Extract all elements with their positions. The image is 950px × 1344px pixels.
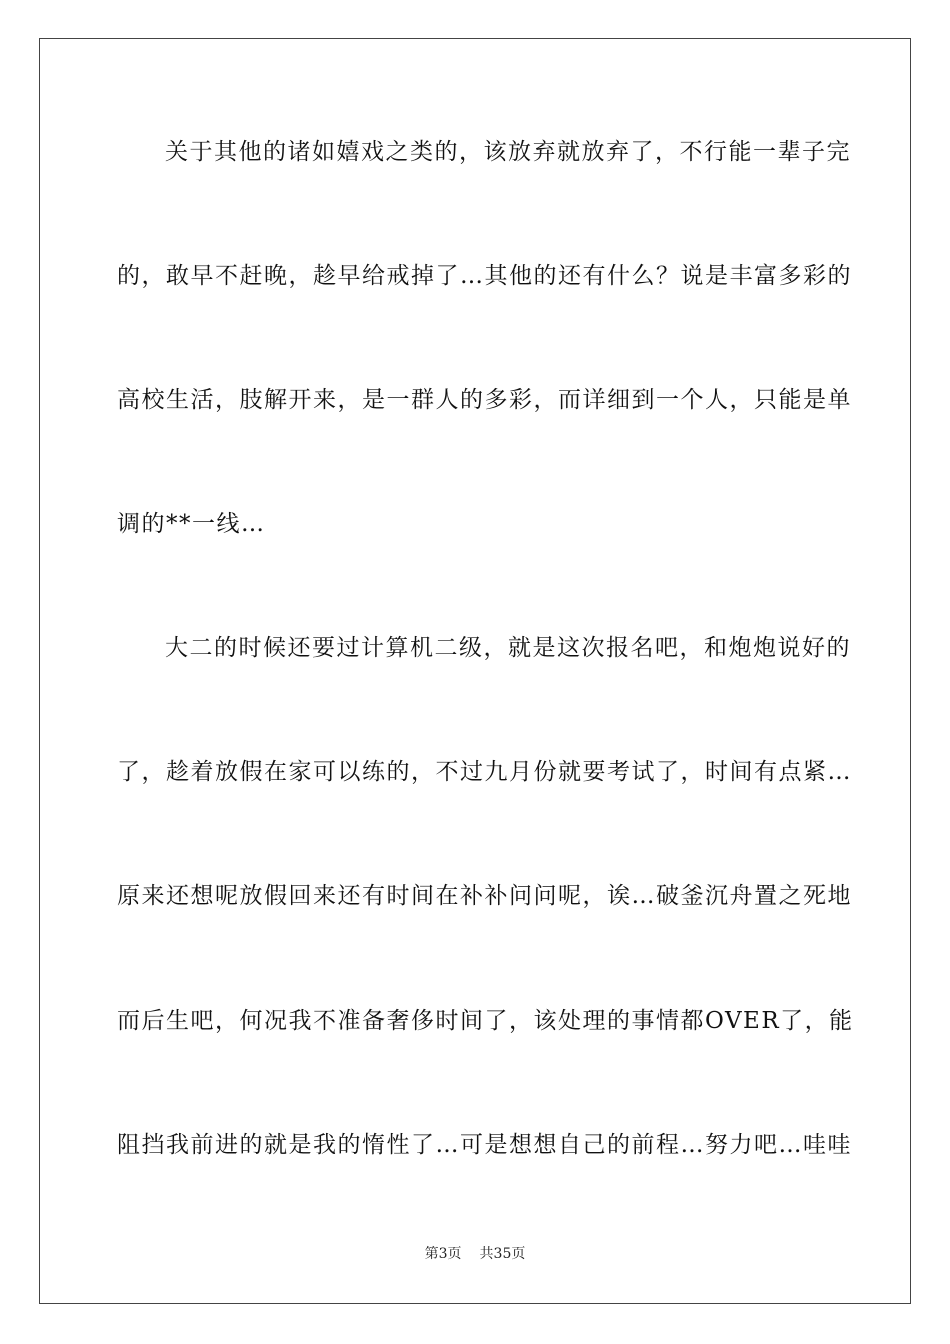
page-total: 共35页 bbox=[479, 1246, 526, 1262]
paragraph-1-line-1: 关于其他的诸如嬉戏之类的，该放弃就放弃了，不行能一辈子完 bbox=[165, 139, 851, 165]
paragraph-2-line-4: 而后生吧，何况我不准备奢侈时间了，该处理的事情都OVER了，能 bbox=[117, 1008, 854, 1034]
paragraph-2-line-2: 了，趁着放假在家可以练的，不过九月份就要考试了，时间有点紧… bbox=[117, 759, 852, 785]
paragraph-2-line-1: 大二的时候还要过计算机二级，就是这次报名吧，和炮炮说好的 bbox=[165, 635, 851, 661]
paragraph-1-line-4: 调的**一线… bbox=[117, 511, 266, 537]
page-frame bbox=[39, 38, 911, 1304]
paragraph-1-line-2: 的，敢早不赶晚，趁早给戒掉了…其他的还有什么？说是丰富多彩的 bbox=[117, 263, 852, 289]
paragraph-1-line-3: 高校生活，肢解开来，是一群人的多彩，而详细到一个人，只能是单 bbox=[117, 387, 852, 413]
paragraph-2-line-5: 阻挡我前进的就是我的惰性了…可是想想自己的前程…努力吧…哇哇 bbox=[117, 1132, 852, 1158]
page-footer bbox=[0, 1245, 950, 1263]
paragraph-2-line-3: 原来还想呢放假回来还有时间在补补问问呢，诶…破釜沉舟置之死地 bbox=[117, 883, 852, 909]
page-number: 第3页 bbox=[424, 1246, 462, 1262]
